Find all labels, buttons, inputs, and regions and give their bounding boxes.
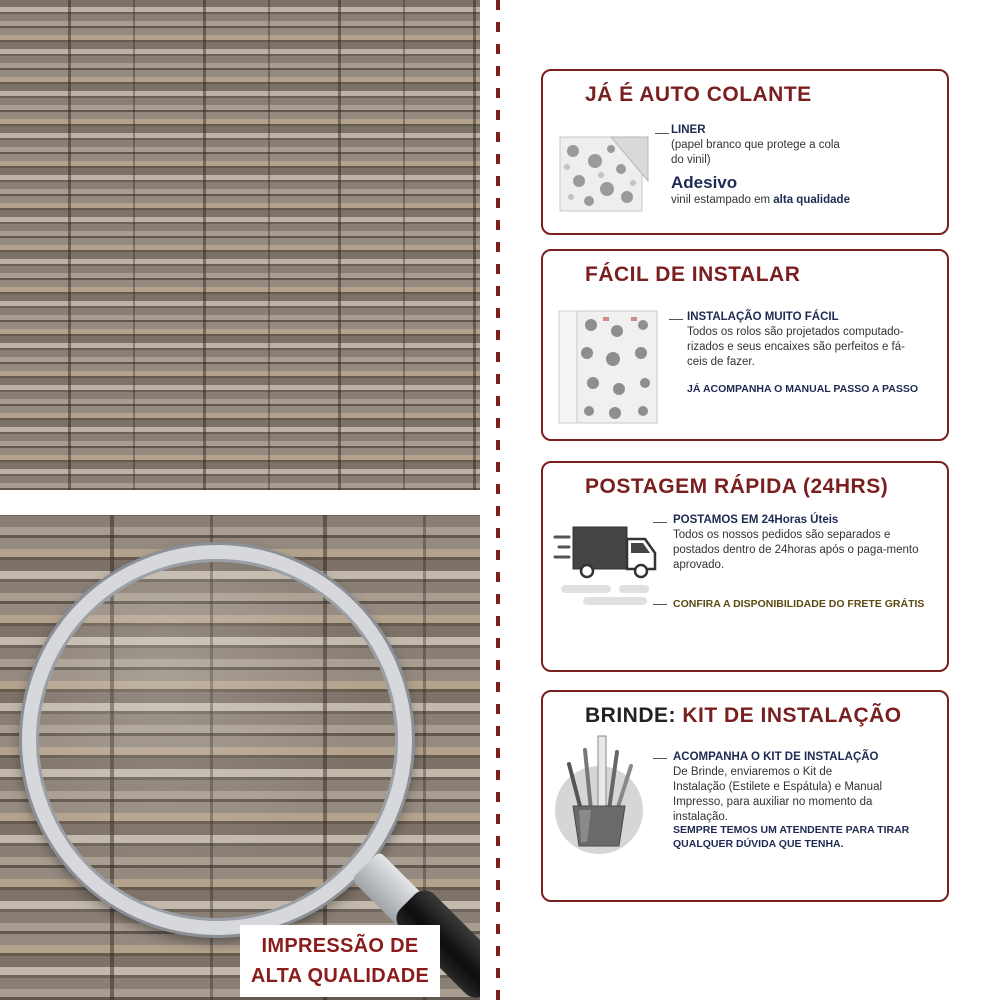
floral-vinil-sample-icon bbox=[559, 131, 649, 213]
dashed-divider bbox=[496, 0, 500, 1000]
card-title: FÁCIL DE INSTALAR bbox=[585, 263, 801, 286]
quality-label bbox=[240, 925, 440, 997]
card-title: JÁ É AUTO COLANTE bbox=[585, 83, 812, 106]
pointer-line bbox=[653, 758, 667, 759]
install-text: Todos os rolos são projetados computado-rizados e seus encaixes são perfeitos e fá-ceis de fazer. bbox=[687, 326, 905, 368]
card-easy-install bbox=[541, 249, 949, 441]
adhesive-heading: Adesivo bbox=[671, 173, 738, 192]
gift-title-dark: BRINDE: bbox=[585, 704, 676, 727]
quality-label-line1: IMPRESSÃO DE bbox=[261, 935, 419, 957]
card-gift-kit bbox=[541, 690, 949, 902]
card-title bbox=[585, 704, 902, 728]
adhesive-text-prefix: vinil estampado em bbox=[671, 194, 771, 206]
tool-cup-icon bbox=[547, 730, 651, 858]
gift-text: De Brinde, enviaremos o Kit de Instalação (Estilete e Espátula) e Manual Impresso, para auxiliar no momento da instalação. bbox=[673, 766, 883, 823]
gift-note-line2: QUALQUER DÚVIDA QUE TENHA. bbox=[673, 838, 844, 850]
stone-wall-closeup-photo bbox=[0, 515, 480, 1000]
install-heading: INSTALAÇÃO MUITO FÁCIL bbox=[687, 311, 839, 323]
delivery-truck-icon bbox=[553, 521, 661, 611]
install-note: JÁ ACOMPANHA O MANUAL PASSO A PASSO bbox=[687, 383, 919, 395]
shipping-text: Todos os nossos pedidos são separados e postados dentro de 24horas após o paga-mento aprovado. bbox=[673, 529, 919, 571]
quality-label-line2: ALTA QUALIDADE bbox=[250, 965, 430, 987]
liner-heading: LINER bbox=[671, 124, 706, 136]
liner-text: (papel branco que protege a cola do vinil) bbox=[671, 139, 840, 166]
shipping-heading: POSTAMOS EM 24Horas Úteis bbox=[673, 514, 839, 526]
card-self-adhesive bbox=[541, 69, 949, 235]
wallpaper-roll-icon bbox=[557, 309, 661, 425]
gift-note-line1: SEMPRE TEMOS UM ATENDENTE PARA TIRAR bbox=[673, 824, 910, 836]
magnifier-icon bbox=[0, 515, 480, 1000]
pointer-line bbox=[653, 522, 667, 523]
shipping-note: CONFIRA A DISPONIBILIDADE DO FRETE GRÁTIS bbox=[673, 598, 925, 610]
pointer-line bbox=[669, 319, 683, 320]
adhesive-text-bold: alta qualidade bbox=[773, 194, 850, 206]
gift-title-accent: KIT DE INSTALAÇÃO bbox=[682, 704, 902, 727]
card-fast-shipping bbox=[541, 461, 949, 672]
stone-wall-photo bbox=[0, 0, 480, 490]
adhesive-text bbox=[671, 193, 850, 208]
gift-heading: ACOMPANHA O KIT DE INSTALAÇÃO bbox=[673, 751, 879, 763]
card-title: POSTAGEM RÁPIDA (24HRS) bbox=[585, 475, 889, 498]
pointer-line bbox=[653, 604, 667, 605]
pointer-line bbox=[655, 133, 669, 134]
